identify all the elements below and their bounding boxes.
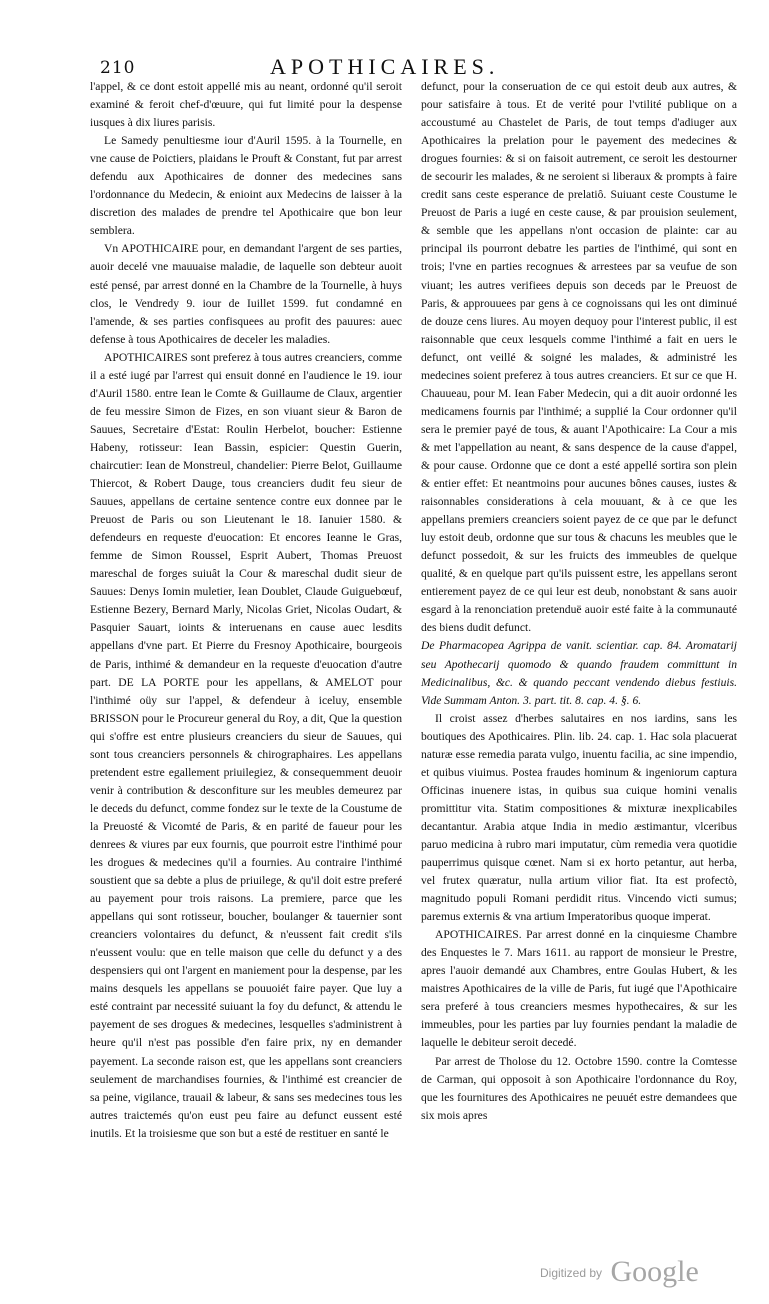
citation: De Pharmacopea Agrippa de vanit. scientiar. cap. 84. Aromatarij seu Apothecarij quomodo & quando fraudem committunt in Medicinalibus, &c. & quando peccant vendendo diebus festiuis. Vide Summam Anton. 3. part. tit. 8. cap. 4. §. 6. bbox=[421, 639, 737, 707]
left-column bbox=[90, 78, 402, 1143]
paragraph: Le Samedy penultiesme iour d'Auril 1595. à la Tournelle, en vne cause de Poictiers, plaidans le Prouft & Constant, fut par arrest defendu aux Apothicaires de donner des medecines sans l'ordonnance du Medecin, & enioint aux Medecins de laisser à la discretion des malades de prendre tel Apothicaire que bon leur semblera. bbox=[90, 134, 402, 238]
paragraph: APOTHICAIRES sont preferez à tous autres creanciers, comme il a esté iugé par l'arrest qui ensuit donné en l'audience le 19. iour d'Auril 1580. entre Iean le Comte & Guillaume de Claux, argentier de feu messire Simon de Fizes, en son viuant sieur & Baron de Sauues, Secretaire d'Estat: Roulin Herbelot, boucher: Estienne Habeny, rotisseur: Iean Bassin, espicier: Questin Guerin, chaircutier: Iean de Monstreul, chandelier: Pierre Belot, Guillaume Thiercot, & Robert Dauge, tous creanciers dudit feu sieur de Sauues, appellans de certaine sentence contre eux donnee par le Preuost de Paris ou son Lieutenant le 18. Ianuier 1580. & defendeurs en requeste d'euocation: Et encores Ieanne le Gras, femme de Simon Roussel, Esprit Aubert, Thomas Preuost mareschal de forges suiuât la Cour & mareschal dudit sieur de Sauues: Denys Iomin muletier, Iean Doublet, Claude Guiguebœuf, Estienne Bezery, Bernard Marly, Nicolas Griet, Nicolas Oudart, & Pasquier Sauart, ioints & interuenans en cause auec lesdits appellans d'vne part. Et Pierre du Fresnoy Apothicaire, bourgeois de Paris, inthimé & demandeur en la requeste d'euocation d'autre part. DE LA PORTE pour les appellans, & AMELOT pour l'inthimé oüy sur l'appel, & defendeur à iceluy, ensemble BRISSON pour le Procureur general du Roy, a dit, Que la question qui s'offre est entre plusieurs creanciers du sieur de Sauues, qui sont tous creanciers personnels & chirographaires. Les appellans pretendent estre egallement priuilegiez, & consequemment deuoir venir à contribution & desconfiture sur les meubles demeurez par le deceds du defunct, comme fondez sur le texte de la Coustume de la Preuosté & Vicomté de Paris, & en parité de faueur pour les denrees & viures par eux fournis, que pourroit estre l'inthimé pour les drogues & medecines qu'il a fournies. Au contraire l'inthimé soustient que sa debte a plus de priuilege, & qu'il doit estre preferé au payement pour trois raisons. La premiere, parce que les appellans qui sont rotisseur, boucher, boulanger & tauernier sont creanciers volontaires du defunct, & n'eussent fait credit s'ils n'eussent voulu: que en telle maison que celle du defunct y a des despensiers qui ont l'argent en maniement pour la despense, par les mains desquels les appellans se pouuoiét faire payer. Que luy a esté contraint par necessité suiuant la foy du defunct, & attendu le payement de ses drogues & medecines, lesquelles s'administrent à heure qu'il n'est pas possible d'en faire prix, ny en demander payement. La seconde raison est, que les appellans sont creanciers seulement de marchandises fournies, & l'inthimé est creancier de sa peine, vigilance, trauail & labeur, & sans ses medecines tous les autres traictemés qu'on eust peu faire au defunct eussent esté inutils. Et la troisiesme que son but a esté de restituer en santé le bbox=[90, 350, 402, 1140]
paragraph: Vn APOTHICAIRE pour, en demandant l'argent de ses parties, auoir decelé vne mauuaise maladie, de laquelle son debteur auoit esté pensé, par arrest donné en la Chambre de la Tournelle, à huys clos, le Vendredy 9. iour de Iuillet 1599. fut condamné en l'amende, & ses parties confisquees au profit des pauures: auec defense à tous Apothicaires de deceler les maladies. bbox=[90, 242, 402, 346]
google-watermark bbox=[540, 1255, 699, 1289]
running-title: APOTHICAIRES. bbox=[270, 54, 500, 79]
paragraph: defunct, pour la conseruation de ce qui estoit deub aux autres, & pour satisfaire à tous. Et de verité pour l'vtilité publique on a accoustumé au Chastelet de Paris, de tout temps d'adiuger aux Apothicaires la prelation pour le payement des medecines & drogues fournies: & si on faisoit autrement, ce seroit les destourner de secourir les malades, & ne seroient si liberaux & prompts à faire credit sans ceste esperance de prelatiô. Suiuant ceste Coustume le Preuost de Paris a iugé en ceste cause, & par prouision seulement, & semble que les appellans n'ont occasion de plainte: car au principal ils pourront debatre les parties de l'inthimé, qui sont en trois; l'vne en parties recognues & arrestees par sa veufue de son viuant; les autres verifiees depuis son deceds par le Preuost de Paris, & approuuees par gens à ce cognoissans qui les ont diminué de douze cens liures. Au moyen dequoy pour l'interest public, il est raisonnable que ceux lesquels comme l'inthimé a fait en uers le defunct, ont veillé & soigné les malades, & administré les medecines soient preferez à tous autres creanciers. Et sur ce que H. Chauueau, pour M. Iean Faber Medecin, qui a dit auoir ordonné les medicamens fournis par l'inthimé; a supplié la Cour ordonner qu'il sera le premier payé de tous, & auant l'Apothicaire: La Cour a mis & met l'appellation au neant, & sans despence de la cause d'appel, & pour cause. Ordonne que ce dont a esté appellé sortira son plein & entier effet: Et neantmoins pour aucunes bônes causes, iustes & raisonnables considerations à cela mouuant, & à ce que les appellans premiers creanciers soient payez de ce que par le defunct luy estoit deub, ordonne que sur tous & chacuns les meubles que le defunct possedoit, & sur les fruicts des immeubles de quelque qualité, & en quelque part qu'ils puissent estre, les appellans seront entierement payez de ce qui leur est deub, nonobstant & sans auoir esgard à la renonciation pretenduë auoir esté faite à la communauté des biens dudit defunct. bbox=[421, 80, 737, 635]
google-logo: Google bbox=[610, 1255, 699, 1288]
paragraph: Il croist assez d'herbes salutaires en nos iardins, sans les boutiques des Apothicaires. Plin. lib. 24. cap. 1. Hac sola placuerat naturæ esse remedia parata vulgo, inuentu facilia, ac sine impendio, et quibus viuimus. Postea fraudes hominum & ingeniorum captura Officinas inuenere istas, in quibus sua cuique homini venalis promittitur vita. Statim compositiones & mixturæ inexplicabiles decantantur. Arabia atque India in medio æstimantur, vlceribus paruo medicina à rubro mari imputatur, cùm remedia vera quotidie pauperrimus quisque cœnet. Nam si ex horto petantur, aut herba, vel frutex quæratur, nulla artium vilior fiat. Ita est profectò, magnitudo populi Romani perdidit ritus. Vincendo victi sumus; paremus externis & vna artium Imperatoribus quoque imperat. bbox=[421, 711, 737, 924]
page-number: 210 bbox=[100, 58, 136, 78]
paragraph: APOTHICAIRES. Par arrest donné en la cinquiesme Chambre des Enquestes le 7. Mars 1611. au rapport de monsieur le Prestre, apres l'auoir demandé aux Chambres, entre Goulas Hubert, & les maistres Apothicaires de la ville de Paris, fut iugé que l'Apothicaire sera preferé à tous creanciers mesmes hypothecaires, & sur les immeubles, pour les parties par luy fournies pendant la maladie de laquelle le debiteur seroit decedé. bbox=[421, 928, 737, 1050]
paragraph: l'appel, & ce dont estoit appellé mis au neant, ordonné qu'il seroit examiné & feroit chef-d'œuure, qui fut limité pour la despense iusques à dix liures parisis. bbox=[90, 80, 402, 130]
watermark-prefix: Digitized by bbox=[540, 1266, 603, 1280]
paragraph: Par arrest de Tholose du 12. Octobre 1590. contre la Comtesse de Carman, qui opposoit à son Apothicaire l'ordonnance du Roy, que les fournitures des Apothicaires ne peuuét estre demandees que six mois apres bbox=[421, 1054, 737, 1122]
right-column bbox=[421, 78, 737, 1125]
